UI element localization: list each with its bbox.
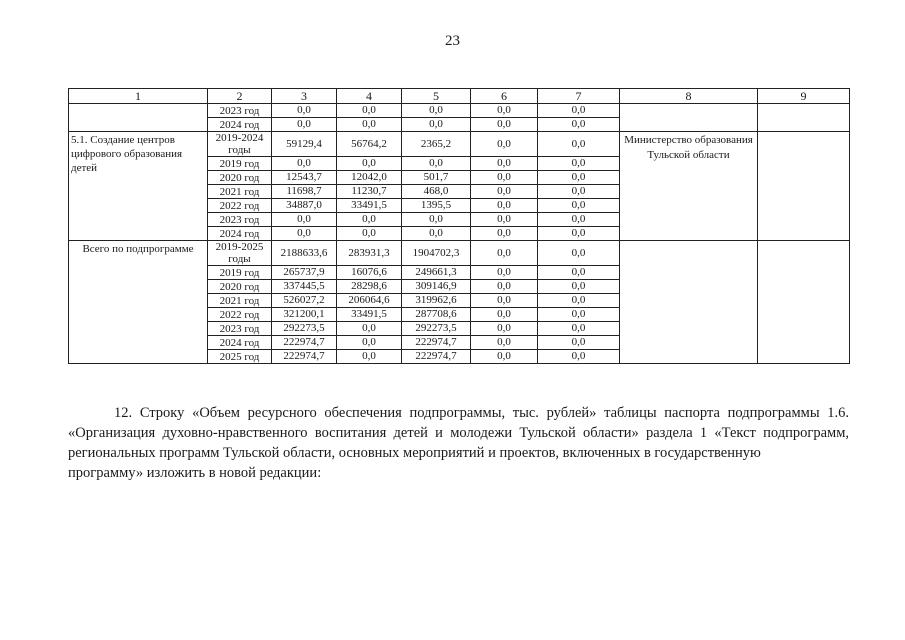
- period-cell: 2022 год: [208, 199, 272, 213]
- amount-cell: 12042,0: [337, 171, 402, 185]
- column-number: 2: [208, 89, 272, 104]
- period-cell: 2020 год: [208, 280, 272, 294]
- amount-cell: 0,0: [471, 280, 538, 294]
- column-number: 8: [620, 89, 758, 104]
- amount-cell: 0,0: [538, 241, 620, 266]
- period-cell: 2023 год: [208, 213, 272, 227]
- amount-cell: 222974,7: [272, 336, 337, 350]
- amount-cell: 0,0: [471, 199, 538, 213]
- amount-cell: 0,0: [538, 157, 620, 171]
- table-row: [69, 104, 850, 118]
- amount-cell: 0,0: [337, 336, 402, 350]
- amount-cell: 321200,1: [272, 308, 337, 322]
- period-cell: 2020 год: [208, 171, 272, 185]
- amount-cell: 0,0: [538, 266, 620, 280]
- amount-cell: 249661,3: [402, 266, 471, 280]
- amount-cell: 0,0: [337, 213, 402, 227]
- amount-cell: 0,0: [538, 280, 620, 294]
- amount-cell: 0,0: [538, 336, 620, 350]
- resource-table: [68, 88, 850, 364]
- amount-cell: 0,0: [272, 157, 337, 171]
- paragraph-text-end: программу» изложить в новой редакции:: [68, 465, 322, 481]
- amount-cell: 0,0: [538, 199, 620, 213]
- period-cell: 2019 год: [208, 157, 272, 171]
- amount-cell: 0,0: [471, 118, 538, 132]
- amount-cell: 287708,6: [402, 308, 471, 322]
- amount-cell: 2365,2: [402, 132, 471, 157]
- amount-cell: 0,0: [471, 171, 538, 185]
- amount-cell: 0,0: [538, 171, 620, 185]
- column-number: 1: [69, 89, 208, 104]
- amount-cell: 0,0: [337, 227, 402, 241]
- amount-cell: 0,0: [272, 227, 337, 241]
- amount-cell: 265737,9: [272, 266, 337, 280]
- executor-cell: Министерство образования Тульской области: [620, 132, 758, 241]
- amount-cell: 0,0: [471, 241, 538, 266]
- amount-cell: 0,0: [402, 227, 471, 241]
- amount-cell: 283931,3: [337, 241, 402, 266]
- amount-cell: 0,0: [337, 157, 402, 171]
- amount-cell: 28298,6: [337, 280, 402, 294]
- amount-cell: 0,0: [471, 132, 538, 157]
- amount-cell: 292273,5: [402, 322, 471, 336]
- event-name-cell: Всего по подпрограмме: [69, 241, 208, 364]
- amount-cell: 309146,9: [402, 280, 471, 294]
- amount-cell: 0,0: [471, 157, 538, 171]
- table-body: [69, 89, 850, 364]
- amount-cell: 0,0: [471, 336, 538, 350]
- period-cell: 2021 год: [208, 185, 272, 199]
- period-cell: 2024 год: [208, 227, 272, 241]
- amount-cell: 0,0: [538, 227, 620, 241]
- amount-cell: 319962,6: [402, 294, 471, 308]
- period-cell: 2019-2024 годы: [208, 132, 272, 157]
- amount-cell: 0,0: [471, 308, 538, 322]
- amount-cell: 0,0: [471, 322, 538, 336]
- column-number: 7: [538, 89, 620, 104]
- period-cell: 2024 год: [208, 336, 272, 350]
- period-cell: 2025 год: [208, 350, 272, 364]
- period-cell: 2021 год: [208, 294, 272, 308]
- amount-cell: 0,0: [471, 266, 538, 280]
- column-number-row: [69, 89, 850, 104]
- amount-cell: 0,0: [402, 157, 471, 171]
- amount-cell: 0,0: [538, 185, 620, 199]
- amount-cell: 1395,5: [402, 199, 471, 213]
- amount-cell: 11230,7: [337, 185, 402, 199]
- period-cell: 2019-2025 годы: [208, 241, 272, 266]
- amount-cell: 33491,5: [337, 308, 402, 322]
- amount-cell: 0,0: [272, 104, 337, 118]
- amount-cell: 16076,6: [337, 266, 402, 280]
- amendment-paragraph: [68, 403, 849, 483]
- event-name-cell: 5.1. Создание центров цифрового образования детей: [69, 132, 208, 241]
- column-number: 9: [758, 89, 850, 104]
- column-number: 5: [402, 89, 471, 104]
- amount-cell: 222974,7: [402, 350, 471, 364]
- amount-cell: 0,0: [471, 185, 538, 199]
- amount-cell: 0,0: [538, 294, 620, 308]
- amount-cell: 526027,2: [272, 294, 337, 308]
- amount-cell: 0,0: [471, 350, 538, 364]
- period-cell: 2024 год: [208, 118, 272, 132]
- event-name-cell: [69, 104, 208, 132]
- amount-cell: 501,7: [402, 171, 471, 185]
- amount-cell: 0,0: [337, 104, 402, 118]
- column-number: 3: [272, 89, 337, 104]
- executor-cell: [620, 241, 758, 364]
- amount-cell: 0,0: [402, 118, 471, 132]
- period-cell: 2023 год: [208, 322, 272, 336]
- amount-cell: 468,0: [402, 185, 471, 199]
- amount-cell: 0,0: [538, 104, 620, 118]
- amount-cell: 59129,4: [272, 132, 337, 157]
- column-number: 6: [471, 89, 538, 104]
- amount-cell: 206064,6: [337, 294, 402, 308]
- amount-cell: 222974,7: [402, 336, 471, 350]
- executor-cell: [620, 104, 758, 132]
- amount-cell: 56764,2: [337, 132, 402, 157]
- amount-cell: 12543,7: [272, 171, 337, 185]
- amount-cell: 0,0: [538, 132, 620, 157]
- amount-cell: 0,0: [402, 104, 471, 118]
- amount-cell: 222974,7: [272, 350, 337, 364]
- table-row: [69, 241, 850, 266]
- amount-cell: 0,0: [272, 118, 337, 132]
- column-9-cell: [758, 132, 850, 241]
- amount-cell: 0,0: [471, 104, 538, 118]
- amount-cell: 0,0: [471, 227, 538, 241]
- column-9-cell: [758, 104, 850, 132]
- period-cell: 2023 год: [208, 104, 272, 118]
- amount-cell: 0,0: [471, 294, 538, 308]
- amount-cell: 0,0: [538, 308, 620, 322]
- paragraph-text: 12. Строку «Объем ресурсного обеспечения подпрограммы, тыс. рублей» таблицы паспорта подпрограммы 1.6. «Организация духовно-нравственного воспитания детей и молодежи Тульской области» раздела 1 «Текст подпрограмм, региональных программ Тульской области, основных мероприятий и проектов, включенных в государственную: [68, 405, 849, 461]
- amount-cell: 0,0: [337, 322, 402, 336]
- period-cell: 2022 год: [208, 308, 272, 322]
- period-cell: 2019 год: [208, 266, 272, 280]
- column-9-cell: [758, 241, 850, 364]
- amount-cell: 0,0: [337, 350, 402, 364]
- column-number: 4: [337, 89, 402, 104]
- amount-cell: 0,0: [538, 322, 620, 336]
- amount-cell: 337445,5: [272, 280, 337, 294]
- amount-cell: 33491,5: [337, 199, 402, 213]
- amount-cell: 0,0: [538, 350, 620, 364]
- amount-cell: 0,0: [471, 213, 538, 227]
- page-number: 23: [445, 33, 460, 49]
- amount-cell: 34887,0: [272, 199, 337, 213]
- table-row: [69, 132, 850, 157]
- amount-cell: 2188633,6: [272, 241, 337, 266]
- amount-cell: 0,0: [538, 213, 620, 227]
- amount-cell: 0,0: [402, 213, 471, 227]
- amount-cell: 1904702,3: [402, 241, 471, 266]
- amount-cell: 292273,5: [272, 322, 337, 336]
- amount-cell: 0,0: [272, 213, 337, 227]
- amount-cell: 0,0: [337, 118, 402, 132]
- amount-cell: 11698,7: [272, 185, 337, 199]
- amount-cell: 0,0: [538, 118, 620, 132]
